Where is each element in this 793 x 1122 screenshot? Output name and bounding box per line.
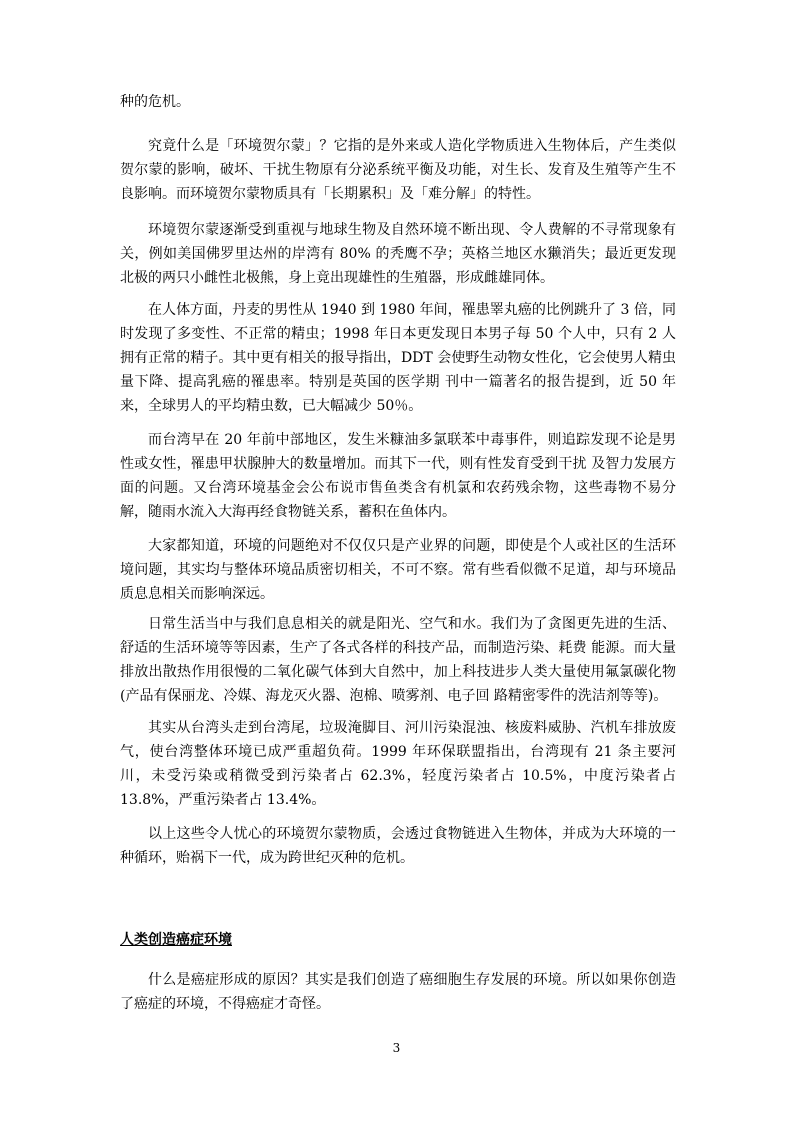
section-heading: 人类创造癌症环境 [120,932,232,948]
page-number: 3 [392,1041,401,1055]
paragraph-taiwan: 而台湾早在 20 年前中部地区，发生米糠油多氯联苯中毒事件，则追踪发现不论是男性或女性，罹患甲状腺肿大的数量增加。而其下一代，则有性发育受到干扰 及智力发展方面的问题。又台湾环境基金会公布说市售鱼类含有机氯和农药残余物，这些毒物不易分解，随雨水流入大海再经食物链关系，蓄积在鱼体内。 [120,432,676,520]
paragraph-conclusion: 以上这些令人忧心的环境贺尔蒙物质，会透过食物链进入生物体，并成为大环境的一种循环，贻祸下一代，成为跨世纪灭种的危机。 [120,826,676,866]
paragraph-pollution-stats: 其实从台湾头走到台湾尾，垃圾淹脚目、河川污染混浊、核废料威胁、汽机车排放废气，使台湾整体环境已成严重超负荷。1999 年环保联盟指出，台湾现有 21 条主要河川，未受污染或稍微受到污染者占 62.3%，轻度污染者占 10.5%，中度污染者占 13.8%，严重污染者占 13.4%。 [120,720,676,808]
paragraph-human-health: 在人体方面，丹麦的男性从 1940 到 1980 年间，罹患睪丸癌的比例跳升了 3 倍，同时发现了多变性、不正常的精虫；1998 年日本更发现日本男子每 50 个人中，只有 2 人拥有正常的精子。其中更有相关的报导指出，DDT 会使野生动物女性化，它会使男人精虫量下降、提高乳癌的罹患率。特别是英国的医学期 刊中一篇著名的报告提到，近 50 年来，全球男人的平均精虫数，已大幅减少 50％。 [120,302,676,414]
paragraph-cancer-environment: 什么是癌症形成的原因？其实是我们创造了癌细胞生存发展的环境。所以如果你创造了癌症的环境，不得癌症才奇怪。 [120,972,676,1012]
paragraph-environment-quality: 大家都知道，环境的问题绝对不仅仅只是产业界的问题，即使是个人或社区的生活环境问题，其实均与整体环境品质密切相关，不可不察。常有些看似微不足道，却与环境品质息息相关而影响深远。 [120,538,676,602]
paragraph-definition: 究竟什么是「环境贺尔蒙」？它指的是外来或人造化学物质进入生物体后，产生类似贺尔蒙的影响，破坏、干扰生物原有分泌系统平衡及功能，对生长、发育及生殖等产生不良影响。而环境贺尔蒙物质具有「长期累积」及「难分解」的特性。 [120,138,676,202]
paragraph-wildlife: 环境贺尔蒙逐渐受到重视与地球生物及自然环境不断出现、令人费解的不寻常现象有关，例如美国佛罗里达州的岸湾有 80% 的秃鹰不孕；英格兰地区水獭消失；最近更发现北极的两只小雌性北极熊，身上竟出现雄性的生殖器，形成雌雄同体。 [120,222,676,286]
paragraph-continuation: 种的危机。 [120,94,190,110]
paragraph-daily-life: 日常生活当中与我们息息相关的就是阳光、空气和水。我们为了贪图更先进的生活、舒适的生活环境等等因素，生产了各式各样的科技产品，而制造污染、耗费 能源。而大量排放出散热作用很慢的二氧化碳气体到大自然中，加上科技进步人类大量使用氟氯碳化物(产品有保丽龙、冷媒、海龙灭火器、泡棉、喷雾剂、电子回 路精密零件的洗洁剂等等)。 [120,616,676,704]
